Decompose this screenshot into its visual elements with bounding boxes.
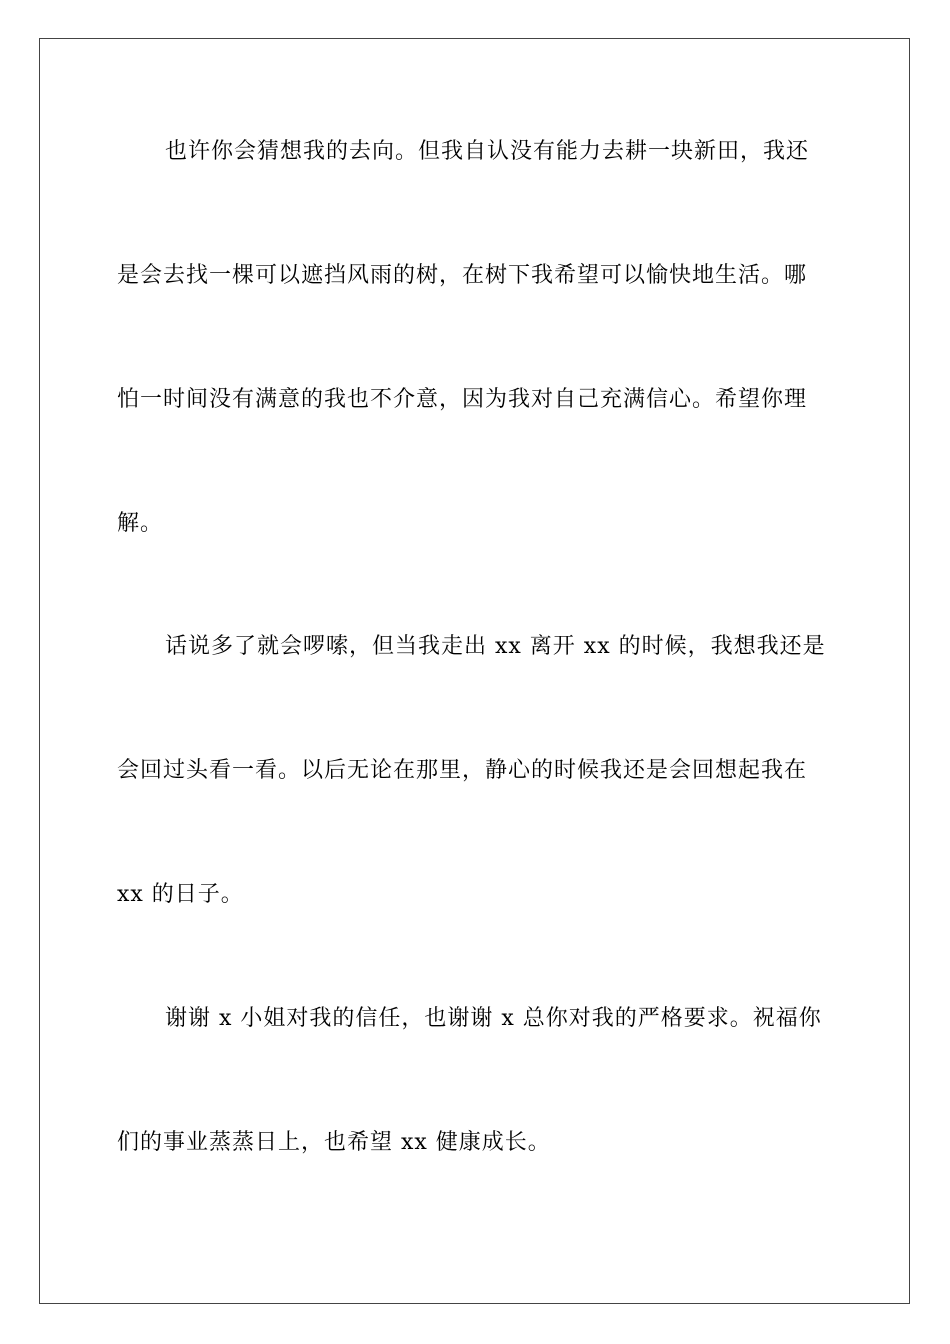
paragraph-line: 也许你会猜想我的去向。但我自认没有能力去耕一块新田，我还 <box>165 139 810 164</box>
paragraph-line: 话说多了就会啰嗦，但当我走出 xx 离开 xx 的时候，我想我还是 <box>165 634 826 659</box>
paragraph-line: 是会去找一棵可以遮挡风雨的树，在树下我希望可以愉快地生活。哪 <box>117 263 808 288</box>
paragraph-line: 们的事业蒸蒸日上，也希望 xx 健康成长。 <box>117 1130 551 1155</box>
paragraph-line: 谢谢 x 小姐对我的信任，也谢谢 x 总你对我的严格要求。祝福你 <box>165 1006 822 1031</box>
paragraph-line: 怕一时间没有满意的我也不介意，因为我对自己充满信心。希望你理 <box>117 387 808 412</box>
page-border <box>39 38 910 1304</box>
paragraph-line: 解。 <box>117 511 164 536</box>
paragraph-line: xx 的日子。 <box>117 882 244 907</box>
paragraph-line: 会回过头看一看。以后无论在那里，静心的时候我还是会回想起我在 <box>117 758 808 783</box>
